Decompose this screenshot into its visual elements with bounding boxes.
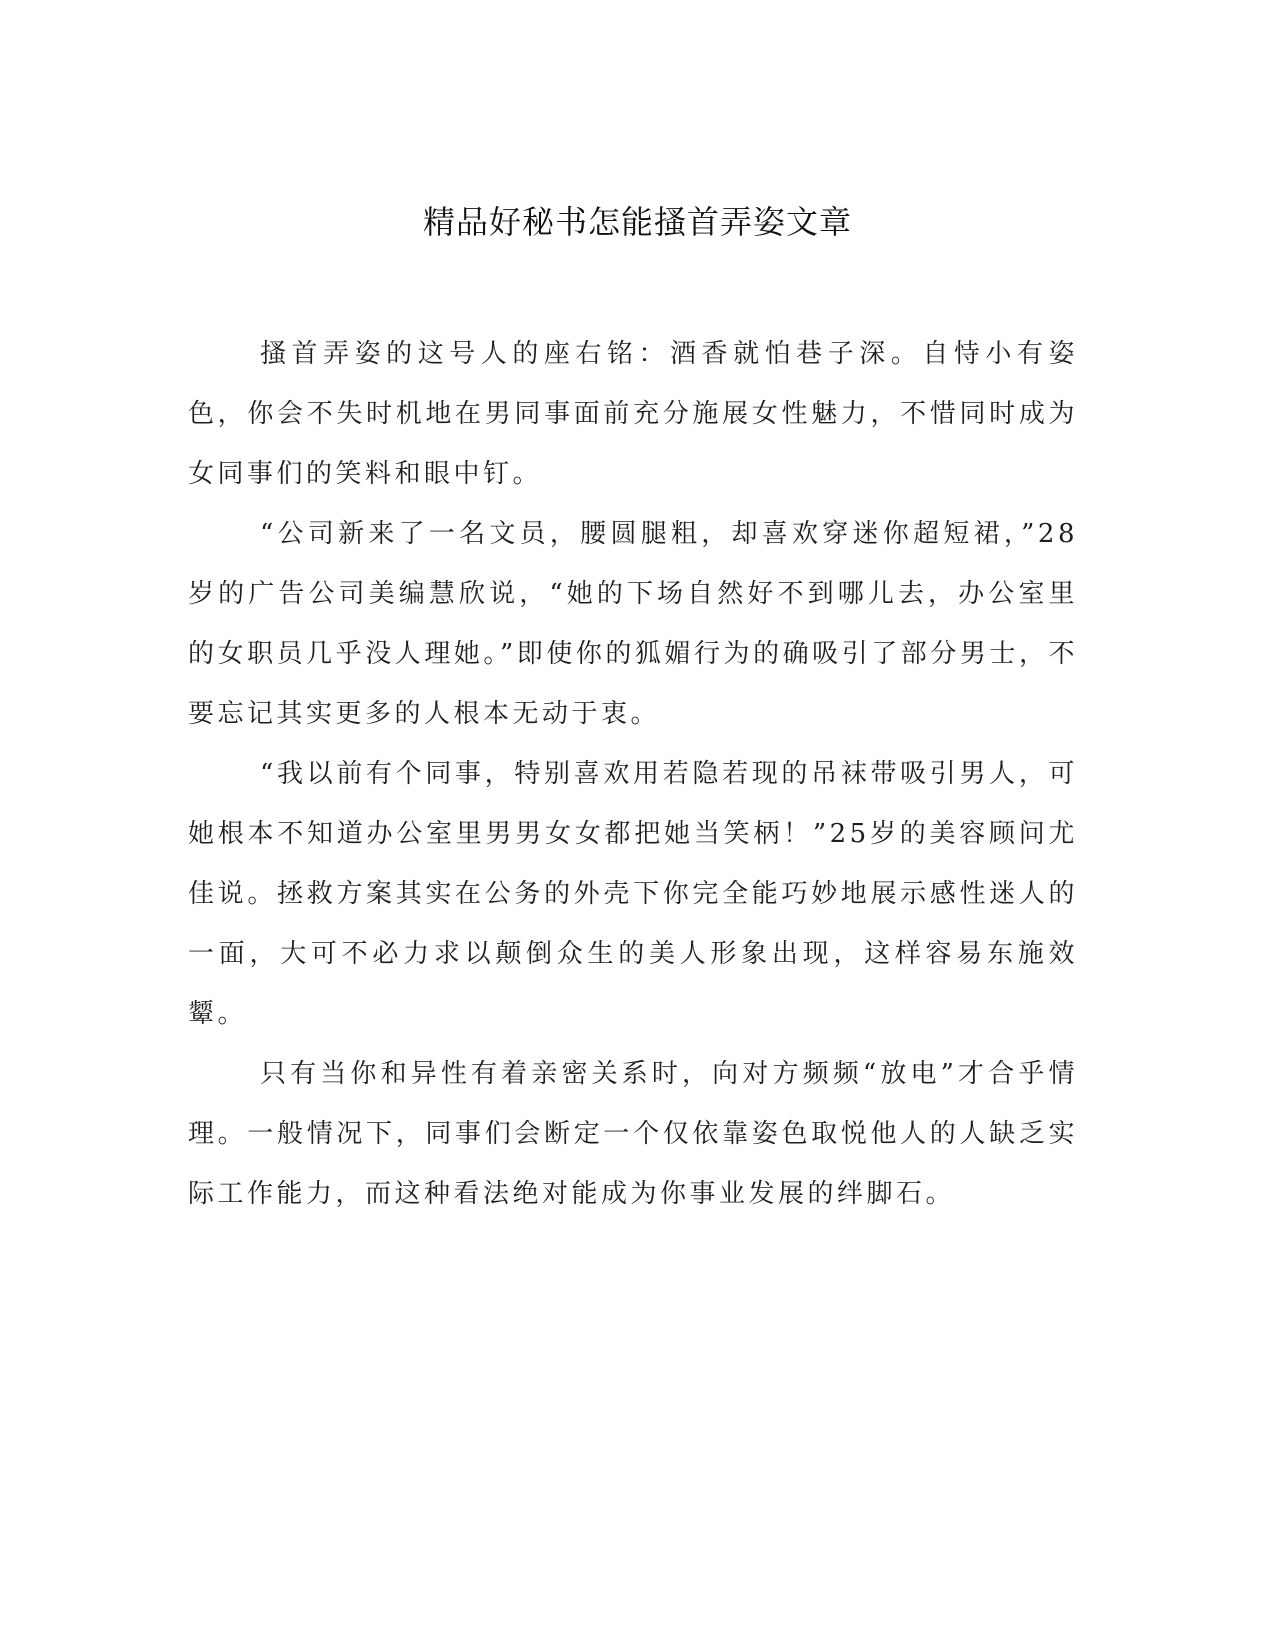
document-title: 精品好秘书怎能搔首弄姿文章 — [422, 203, 852, 241]
paragraph-3: “我以前有个同事，特别喜欢用若隐若现的吊袜带吸引男人，可她根本不知道办公室里男男女女都把她当笑柄！”25岁的美容顾问尤佳说。拯救方案其实在公务的外壳下你完全能巧妙地展示感性迷人的一面，大可不必力求以颠倒众生的美人形象出现，这样容易东施效颦。 — [188, 759, 1078, 1029]
document-body — [188, 324, 1078, 1224]
paragraph-4: 只有当你和异性有着亲密关系时，向对方频频“放电”才合乎情理。一般情况下，同事们会断定一个仅依靠姿色取悦他人的人缺乏实际工作能力，而这种看法绝对能成为你事业发展的绊脚石。 — [188, 1059, 1078, 1209]
paragraph-1: 搔首弄姿的这号人的座右铭：酒香就怕巷子深。自恃小有姿色，你会不失时机地在男同事面前充分施展女性魅力，不惜同时成为女同事们的笑料和眼中钉。 — [188, 339, 1078, 489]
paragraph-2: “公司新来了一名文员，腰圆腿粗，却喜欢穿迷你超短裙，”28岁的广告公司美编慧欣说，“她的下场自然好不到哪儿去，办公室里的女职员几乎没人理她。”即使你的狐媚行为的确吸引了部分男士，不要忘记其实更多的人根本无动于衷。 — [188, 519, 1078, 729]
